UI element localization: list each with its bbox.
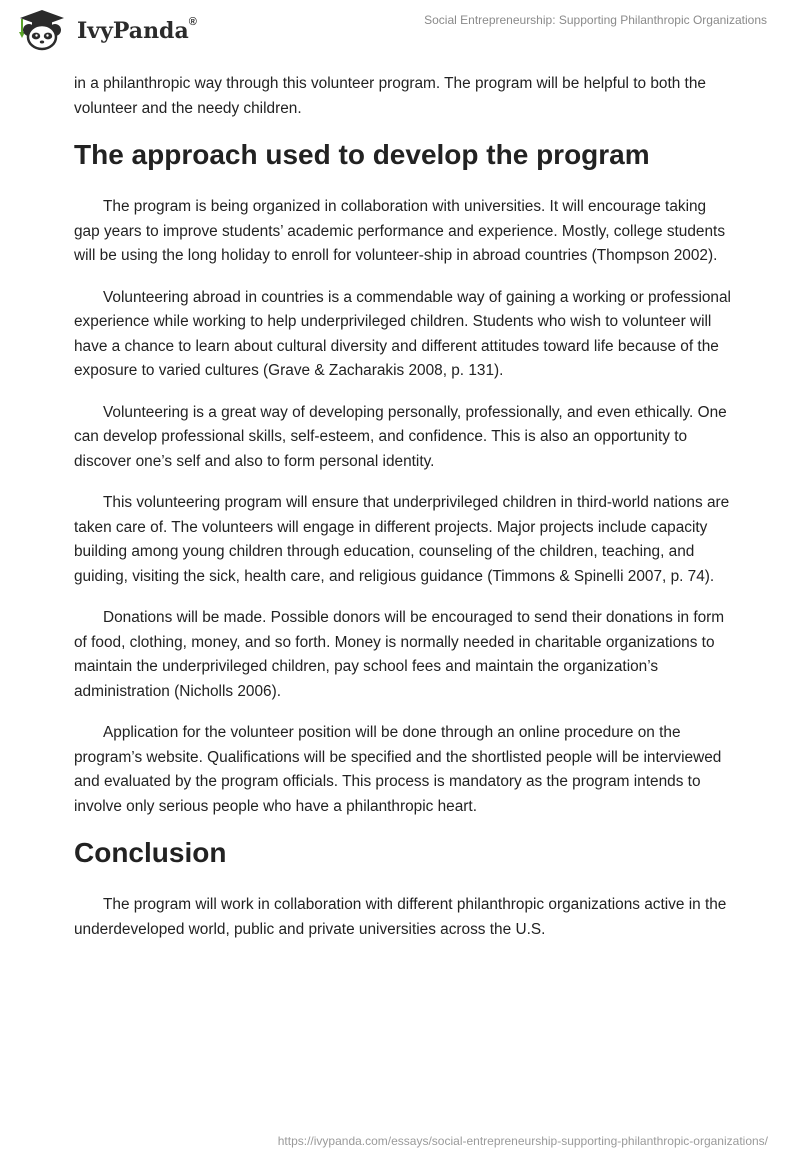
panda-logo-icon xyxy=(14,8,70,52)
essay-body xyxy=(74,72,734,959)
body-paragraph: This volunteering program will ensure that underprivileged children in third-world nations are taken care of. The volunteers will engage in different projects. Major projects include capacity building among young children through education, counseling of the children, teaching, and guiding, visiting the sick, health care, and religious guidance (Timmons & Spinelli 2007, p. 74). xyxy=(74,494,730,585)
logo-name: IvyPanda xyxy=(77,18,189,44)
page-title: Social Entrepreneurship: Supporting Philanthropic Organizations xyxy=(424,13,767,27)
source-url[interactable]: https://ivypanda.com/essays/social-entrepreneurship-supporting-philanthropic-organizations/ xyxy=(277,1134,768,1148)
ivypanda-logo[interactable] xyxy=(14,8,204,52)
body-paragraph: Donations will be made. Possible donors will be encouraged to send their donations in form of food, clothing, money, and so forth. Money is normally needed in charitable organizations to maintain the underprivileged children, pay school fees and maintain the organization’s administration (Nicholls 2006). xyxy=(74,609,725,700)
section-heading-approach: The approach used to develop the program xyxy=(74,139,650,170)
intro-paragraph: in a philanthropic way through this volunteer program. The program will be helpful to both the volunteer and the needy children. xyxy=(74,75,706,117)
section-heading-conclusion: Conclusion xyxy=(74,837,227,868)
body-paragraph: Volunteering is a great way of developing personally, professionally, and even ethically. One can develop professional skills, self-esteem, and confidence. This is also an opportunity to discover one’s self and also to form personal identity. xyxy=(74,403,727,470)
body-paragraph: Application for the volunteer position will be done through an online procedure on the program’s website. Qualifications will be specified and the shortlisted people will be interviewed and evaluated by the program officials. This process is mandatory as the program intends to involve only serious people who have a philanthropic heart. xyxy=(74,724,722,815)
page-header xyxy=(0,0,800,54)
body-paragraph: Volunteering abroad in countries is a commendable way of gaining a working or professional experience while working to help underprivileged children. Students who wish to volunteer will have a chance to learn about cultural diversity and different attitudes toward life because of the exposure to varied cultures (Grave & Zacharakis 2008, p. 131). xyxy=(74,288,731,379)
logo-wordmark xyxy=(77,18,197,44)
logo-registered-mark: ® xyxy=(188,16,197,28)
body-paragraph: The program is being organized in collaboration with universities. It will encourage taking gap years to improve students’ academic performance and experience. Mostly, college students will be using the long holiday to enroll for volunteer-ship in abroad countries (Thompson 2002). xyxy=(74,198,726,264)
body-paragraph: The program will work in collaboration with different philanthropic organizations active in the underdeveloped world, public and private universities across the U.S. xyxy=(74,896,727,938)
